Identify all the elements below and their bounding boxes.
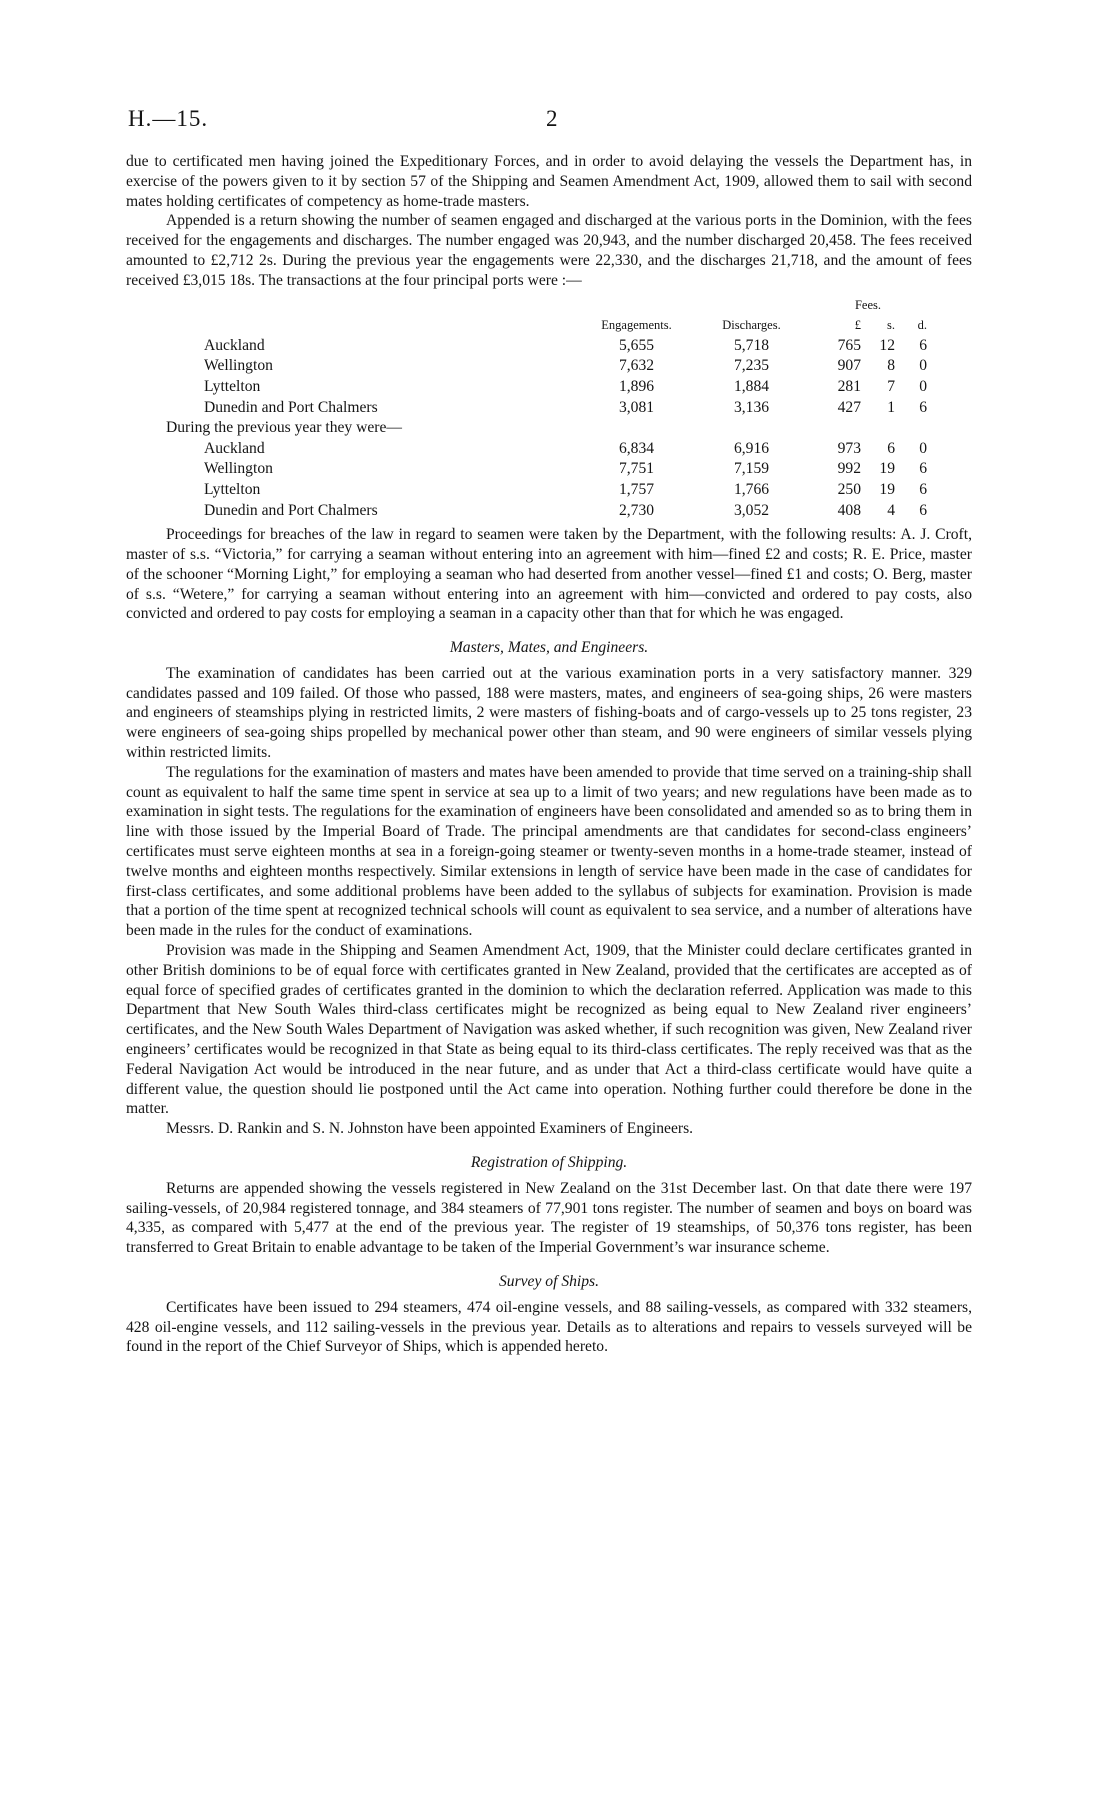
registration-paragraph: Returns are appended showing the vessels registered in New Zealand on the 31st December last. On that date there were 197 sailing-vessels, of 20,984 registered tonnage, and 384 steamers of 77,901 tons register. The number of seamen and boys on board was 4,335, as compared with 5,477 at the end of the previous year. The register of 19 steamships, of 50,376 tons register, has been transferred to Great Britain to enable advantage to be taken of the Imperial Government’s war insurance scheme. bbox=[126, 1179, 972, 1257]
fees-pence-cell: 6 bbox=[919, 480, 927, 498]
fees-shilling-cell: 19 bbox=[879, 480, 895, 498]
fees-pence-cell: 6 bbox=[919, 460, 927, 478]
port-name-cell: Wellington bbox=[204, 357, 273, 375]
discharges-cell: 7,235 bbox=[733, 357, 770, 375]
table-row bbox=[166, 439, 927, 460]
fees-pence-cell: 0 bbox=[919, 439, 927, 457]
registration-section-heading: Registration of Shipping. bbox=[470, 1154, 628, 1172]
page-number: 2 bbox=[546, 106, 558, 131]
port-name-cell: Auckland bbox=[204, 336, 265, 354]
survey-section-heading: Survey of Ships. bbox=[498, 1273, 600, 1290]
fees-pence-cell: 0 bbox=[919, 377, 927, 395]
table-header-row-1 bbox=[166, 295, 927, 316]
table-row bbox=[166, 459, 927, 480]
engagements-header: Engagements. bbox=[601, 318, 672, 333]
port-name-cell: Lyttelton bbox=[204, 377, 261, 395]
table-row bbox=[166, 356, 927, 377]
engagements-cell: 1,757 bbox=[618, 480, 655, 498]
engagements-cell: 1,896 bbox=[618, 377, 655, 395]
discharges-cell: 3,052 bbox=[733, 501, 770, 519]
fees-header: Fees. bbox=[854, 297, 882, 312]
discharges-cell: 7,159 bbox=[733, 460, 770, 478]
survey-paragraph: Certificates have been issued to 294 steamers, 474 oil-engine vessels, and 88 sailing-vessels, as compared with 332 steamers, 428 oil-engine vessels, and 112 sailing-vessels in the previous year. Details as to alterations and repairs to vessels surveyed will be found in the report of the Chief Surveyor of Ships, which is appended hereto. bbox=[126, 1298, 972, 1356]
fees-pence-cell: 0 bbox=[919, 357, 927, 375]
port-name-cell: Wellington bbox=[204, 460, 273, 478]
discharges-cell: 3,136 bbox=[733, 398, 770, 416]
pence-header: d. bbox=[917, 318, 927, 333]
table-row bbox=[166, 336, 927, 357]
table-row bbox=[166, 501, 927, 522]
discharges-cell: 6,916 bbox=[733, 439, 770, 457]
engagements-cell: 6,834 bbox=[618, 439, 655, 457]
masters-paragraph-3: Provision was made in the Shipping and Seamen Amendment Act, 1909, that the Minister could declare certificates granted in other British dominions to be of equal force with certificates granted in New Zealand, provided that the certificates are accepted as of equal force of specified grades of certificates granted in the dominion to which the declaration referred. Application was made to this Department that New South Wales third-class certificates might be recognized as being equal to New Zealand river engineers’ certificates, and the New South Wales Department of Navigation was asked whether, if such recognition was given, New Zealand river engineers’ certificates would be recognized in that State as being equal to its third-class certificates. The reply received was that as the Federal Navigation Act would be introduced in the near future, and as under that Act a third-class certificate would have quite a different value, the question should lie postponed until the Act came into operation. Nothing further could therefore be done in the matter. bbox=[126, 942, 972, 1118]
previous-year-label: During the previous year they were— bbox=[166, 419, 402, 437]
fees-pound-cell: 973 bbox=[837, 439, 861, 457]
shilling-header: s. bbox=[887, 318, 895, 333]
page-header bbox=[128, 106, 968, 136]
previous-year-rows bbox=[166, 439, 927, 521]
engagements-cell: 3,081 bbox=[618, 398, 655, 416]
table-row bbox=[166, 480, 927, 501]
fees-pence-cell: 6 bbox=[919, 336, 927, 354]
fees-pound-cell: 427 bbox=[837, 398, 861, 416]
page-body bbox=[126, 152, 972, 1357]
table-row bbox=[166, 377, 927, 398]
fees-pound-cell: 765 bbox=[837, 336, 861, 354]
intro-paragraph-2: Appended is a return showing the number of seamen engaged and discharged at the various ports in the Dominion, with the fees received for the engagements and discharges. The number engaged was 20,943, and the number discharged 20,458. The fees received amounted to £2,712 2s. During the previous year the engagements were 22,330, and the discharges 21,718, and the amount of fees received £3,015 18s. The transactions at the four principal ports were :— bbox=[126, 212, 972, 289]
proceedings-paragraph: Proceedings for breaches of the law in regard to seamen were taken by the Department, with the following results: A. J. Croft, master of s.s. “Victoria,” for carrying a seaman without entering into an agreement with him—fined £2 and costs; R. E. Price, master of the schooner “Morning Light,” for employing a seaman who had deserted from another vessel—fined £1 and costs; O. Berg, master of s.s. “Wetere,” for carrying a seaman without entering into an agreement with him—convicted and ordered to pay costs, also convicted and ordered to pay costs for employing a seaman in a capacity other than that for which he was engaged. bbox=[126, 526, 972, 623]
discharges-cell: 1,766 bbox=[733, 480, 770, 498]
port-name-cell: Dunedin and Port Chalmers bbox=[204, 501, 378, 519]
pound-header: £ bbox=[854, 318, 861, 333]
fees-shilling-cell: 6 bbox=[887, 439, 895, 457]
previous-year-label-row bbox=[166, 418, 927, 439]
seamen-returns-table bbox=[166, 295, 927, 522]
fees-shilling-cell: 4 bbox=[887, 501, 895, 519]
engagements-cell: 5,655 bbox=[618, 336, 655, 354]
masters-paragraph-2: The regulations for the examination of masters and mates have been amended to provide that time served on a training-ship shall count as equivalent to half the same time spent in service at sea up to a limit of two years; and new regulations have been made as to examination in sight tests. The regulations for the examination of engineers have been consolidated and amended so as to bring them in line with those issued by the Imperial Board of Trade. The principal amendments are that candidates for second-class engineers’ certificates must serve eighteen months at sea in a foreign-going steamer or twenty-seven months in a home-trade steamer, instead of twelve months and eighteen months respectively. Similar extensions in length of service have been made in the case of candidates for first-class certificates, and some additional problems have been added to the syllabus of subjects for examination. Provision is made that a portion of the time spent at recognized technical schools will count as equivalent to sea service, and a number of alterations have been made in the rules for the conduct of examinations. bbox=[126, 763, 972, 940]
discharges-cell: 5,718 bbox=[733, 336, 770, 354]
masters-paragraph-4: Messrs. D. Rankin and S. N. Johnston have been appointed Examiners of Engineers. bbox=[166, 1120, 694, 1138]
fees-pound-cell: 281 bbox=[837, 377, 861, 395]
port-name-cell: Lyttelton bbox=[204, 480, 261, 498]
fees-shilling-cell: 19 bbox=[879, 460, 895, 478]
fees-pound-cell: 250 bbox=[837, 480, 861, 498]
engagements-cell: 7,632 bbox=[618, 357, 655, 375]
fees-shilling-cell: 8 bbox=[887, 357, 895, 375]
fees-pound-cell: 907 bbox=[837, 357, 861, 375]
engagements-cell: 7,751 bbox=[618, 460, 655, 478]
document-code: H.—15. bbox=[128, 106, 209, 131]
fees-pound-cell: 408 bbox=[837, 501, 861, 519]
fees-shilling-cell: 1 bbox=[887, 398, 895, 416]
fees-shilling-cell: 7 bbox=[887, 377, 895, 395]
port-name-cell: Dunedin and Port Chalmers bbox=[204, 398, 378, 416]
intro-paragraph-1: due to certificated men having joined the Expeditionary Forces, and in order to avoid delaying the vessels the Department has, in exercise of the powers given to it by section 57 of the Shipping and Seamen Amendment Act, 1909, allowed them to sail with second mates holding certificates of competency as home-trade masters. bbox=[126, 153, 972, 210]
table-header-row-2 bbox=[166, 315, 927, 336]
fees-shilling-cell: 12 bbox=[879, 336, 895, 354]
engagements-cell: 2,730 bbox=[618, 501, 655, 519]
discharges-cell: 1,884 bbox=[733, 377, 770, 395]
fees-pence-cell: 6 bbox=[919, 398, 927, 416]
fees-pound-cell: 992 bbox=[837, 460, 861, 478]
masters-section-heading: Masters, Mates, and Engineers. bbox=[449, 639, 649, 657]
table-row bbox=[166, 398, 927, 419]
discharges-header: Discharges. bbox=[722, 318, 781, 333]
masters-paragraph-1: The examination of candidates has been carried out at the various examination ports in a very satisfactory manner. 329 candidates passed and 109 failed. Of those who passed, 188 were masters, mates, and engineers of sea-going ships, 26 were masters and engineers of steamships plying in restricted limits, 2 were masters of fishing-boats and of cargo-vessels up to 25 tons register, 23 were engineers of sea-going ships propelled by mechanical power other than steam, and 90 were engineers of similar vessels plying within restricted limits. bbox=[126, 664, 972, 762]
fees-pence-cell: 6 bbox=[919, 501, 927, 519]
port-name-cell: Auckland bbox=[204, 439, 265, 457]
current-year-rows bbox=[166, 336, 927, 418]
